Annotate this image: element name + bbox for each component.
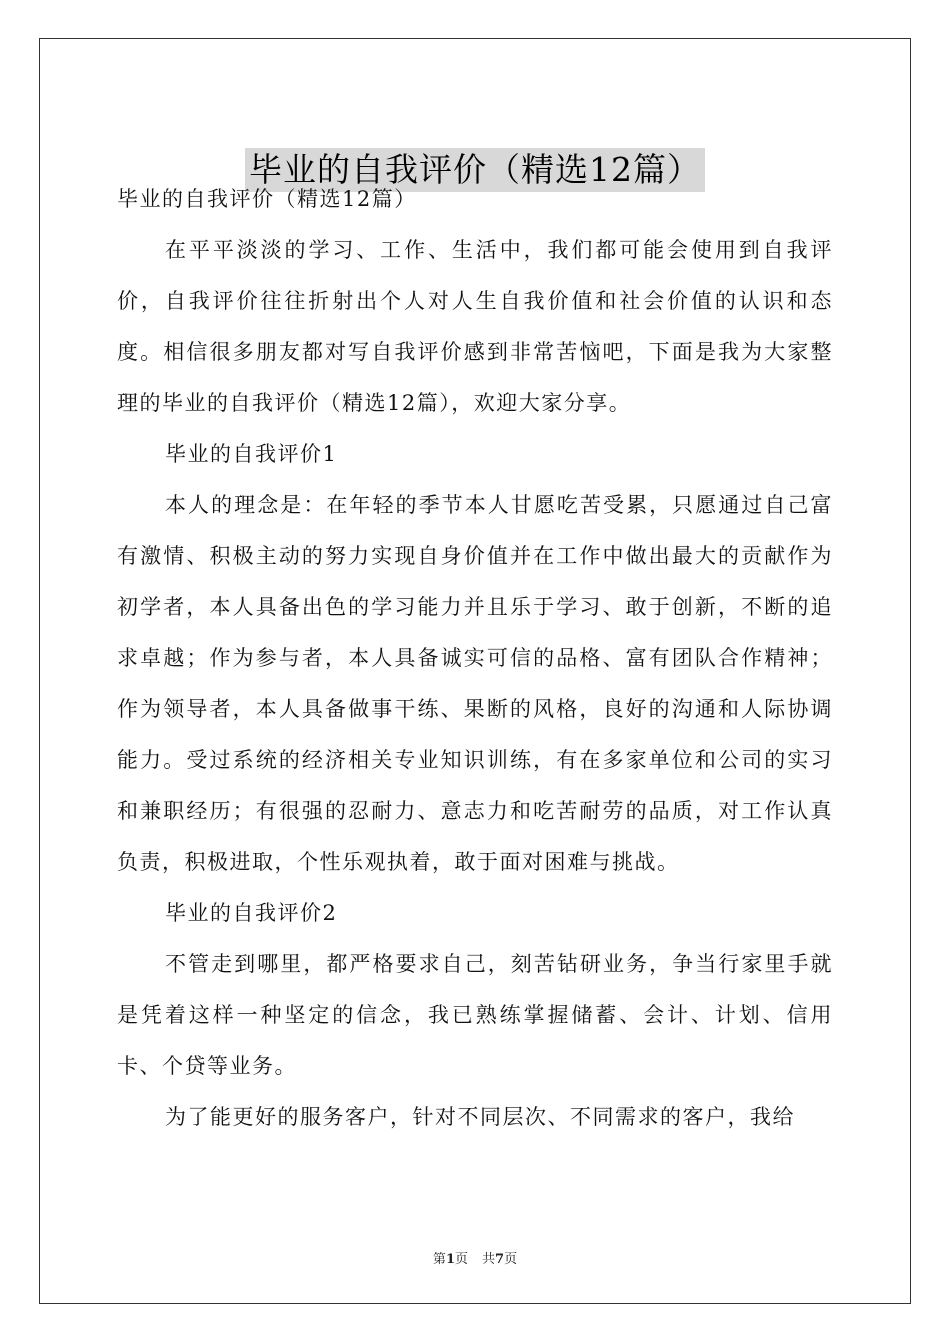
paragraph: 在平平淡淡的学习、工作、生活中，我们都可能会使用到自我评价，自我评价往往折射出个人对人生自我价值和社会价值的认识和态度。相信很多朋友都对写自我评价感到非常苦恼吧，下面是我为大家整理的毕业的自我评价（精选12篇），欢迎大家分享。 bbox=[117, 238, 833, 415]
page-suffix: 页 bbox=[454, 1252, 468, 1267]
current-page-number: 1 bbox=[445, 1252, 455, 1267]
total-prefix: 共 bbox=[482, 1252, 496, 1267]
paragraph: 为了能更好的服务客户，针对不同层次、不同需求的客户，我给 bbox=[165, 1105, 795, 1129]
page-prefix: 第 bbox=[432, 1252, 446, 1267]
document-body bbox=[117, 174, 833, 1143]
paragraph: 本人的理念是：在年轻的季节本人甘愿吃苦受累，只愿通过自己富有激情、积极主动的努力实现自身价值并在工作中做出最大的贡献作为初学者，本人具备出色的学习能力并且乐于学习、敢于创新，不断的追求卓越；作为参与者，本人具备诚实可信的品格、富有团队合作精神；作为领导者，本人具备做事干练、果断的风格，良好的沟通和人际协调能力。受过系统的经济相关专业知识训练，有在多家单位和公司的实习和兼职经历；有很强的忍耐力、意志力和吃苦耐劳的品质，对工作认真负责，积极进取，个性乐观执着，敢于面对困难与挑战。 bbox=[117, 493, 833, 874]
section-heading: 毕业的自我评价2 bbox=[165, 901, 338, 925]
total-page-number: 7 bbox=[495, 1252, 505, 1267]
paragraph: 不管走到哪里，都严格要求自己，刻苦钻研业务，争当行家里手就是凭着这样一种坚定的信念，我已熟练掌握储蓄、会计、计划、信用卡、个贷等业务。 bbox=[117, 952, 833, 1078]
total-suffix: 页 bbox=[504, 1252, 518, 1267]
page-footer bbox=[0, 1248, 950, 1267]
paragraph: 毕业的自我评价（精选12篇） bbox=[117, 187, 417, 211]
document-title: 毕业的自我评价（精选12篇） bbox=[245, 148, 705, 192]
section-heading: 毕业的自我评价1 bbox=[165, 442, 338, 466]
